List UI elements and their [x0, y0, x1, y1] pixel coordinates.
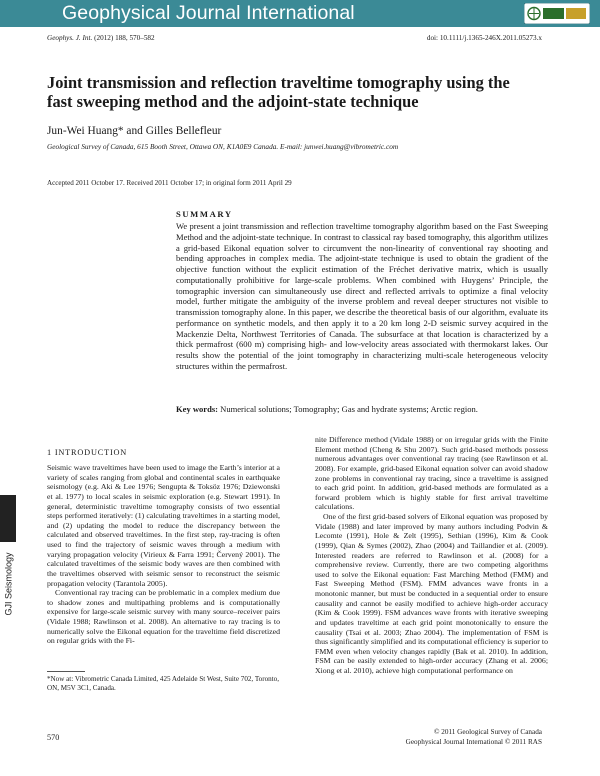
journal-banner [0, 0, 600, 27]
submission-dates: Accepted 2011 October 17. Received 2011 October 17; in original form 2011 April 29 [47, 179, 292, 187]
abstract-text: We present a joint transmission and reflection traveltime tomography algorithm based on the Fast Sweeping Method and the adjoint-state technique. In contrast to classical ray based tomography, this algorithm utilizes a grid-based Eikonal equation solver to circumvent the non-linearity of conventional ray shooting and bending approaches in complex media. The adjoint-state technique is used to obtain the gradient of the objective function without the explicit estimation of the Fréchet derivative matrix, which is usually computationally prohibitive for large-scale problems. When combined with Huygens’ Principle, the tomographic inversion can simultaneously use direct and reflected arrivals to optimize a final velocity model, further mitigate the ambiguity of the inverse problem and reveal deeper structures not visible to transmission tomography alone. In this paper, we describe the theoretical basis of our algorithm, evaluate its performance on synthetic models, and then apply it to a 20 km long 2-D seismic survey acquired in the Mackenzie Delta, Northwest Territories of Canada. The subsurface at that location is characterized by a thick permafrost (600 m) comprising high- and low-velocity areas associated with thermokarst lakes. Our results show the potential of the joint tomography in characterizing multi-scale heterogeneous velocity structures within the permafrost. [176, 221, 548, 371]
affiliation: Geological Survey of Canada, 615 Booth Street, Ottawa ON, K1A0E9 Canada. E-mail: junwei.huang@vibrometric.com [47, 142, 399, 151]
footnote-divider [47, 671, 85, 672]
paragraph: One of the first grid-based solvers of Eikonal equation was proposed by Vidale (1988) and later improved by many authors including Podvin & Lecomte (1991), Hole & Zelt (1995), Sethian (1996), Kim & Cook (1999), Qian & Symes (2002), Zhao (2004) and Taillandier et al. (2009). Interested readers are referred to Rawlinson et al. (2008) for a comprehensive review. Currently, there are two competing algorithms used to solve the Eikonal equation: Fast Marching Method (FMM) and Fast Sweeping Method (FSM). FMM advances wave fronts in a monotonic manner, but must be conducted in a sequential order to ensure causality and cannot be easily modified to achieve high-order accuracy (Kim & Cook 1999). FSM advances wave fronts with iterative sweeping and updates traveltime at each grid point monotonically to ensure the causality (Tsai et al. 2003; Zhao 2004). The implementation of FSM is thus significantly simplified and its computational efficiency is superior to FMM even when velocity changes rapidly (Bak et al. 2010). In addition, FSM can be easily extended to high-order accuracy (Zhang et al. 2006; Xiong et al. 2010), achieve high computational performance on [315, 512, 548, 675]
keywords [176, 404, 548, 414]
column-left [47, 463, 280, 646]
keywords-list: Numerical solutions; Tomography; Gas and hydrate systems; Arctic region. [218, 404, 478, 414]
paragraph: Seismic wave traveltimes have been used to image the Earth’s interior at a variety of scales ranging from global and continental scales in earthquake seismology (e.g. Aki & Lee 1976; Sengupta & Toksöz 1976; Dziewonski et al. 1977) to local scales in seismic exploration (e.g. Stewart 1991). In general, deterministic traveltime tomography consists of two essential steps performed iteratively: (1) calculating traveltimes in a starting model, and (2) updating the model to reduce the discrepancy between the calculated and observed traveltimes. In the first step, ray-tracing is often used to find the trajectory of seismic waves through a medium with varying propagation velocity (Virieux & Farra 1991; Červený 2001). The calculated traveltimes of the seismic body waves are then combined with the traveltimes observed with seismic sensor to reconstruct the seismic propagation velocity (Tarantola 2005). [47, 463, 280, 588]
citation-volume: (2012) 188, 570–582 [92, 34, 155, 42]
page-number: 570 [47, 733, 60, 742]
authors: Jun-Wei Huang* and Gilles Bellefleur [47, 125, 222, 137]
publisher-logo-icon [524, 3, 590, 24]
copyright [406, 728, 542, 747]
citation [47, 34, 155, 42]
journal-title: Geophysical Journal International [62, 2, 355, 24]
intro-heading: 1 INTRODUCTION [47, 448, 128, 457]
copyright-line: © 2011 Geological Survey of Canada [434, 728, 542, 736]
doi: doi: 10.1111/j.1365-246X.2011.05273.x [426, 34, 542, 42]
section-marker [0, 495, 16, 542]
footnote: *Now at: Vibrometric Canada Limited, 425 Adelaide St West, Suite 702, Toronto, ON, M5V 3C1, Canada. [47, 675, 279, 693]
paragraph: nite Difference method (Vidale 1988) or on irregular grids with the Finite Element method (Cheng & Shu 2007). Such grid-based methods possess numerous advantages over conventional ray tracing (see Rawlinson et al. 2008). For example, grid-based Eikonal equation solver can avoid shadow zone problems in conventional ray tracing, since a traveltime is assigned to each grid point. In addition, grid-based methods are formulated as a forward problem which is highly stable for first arrival traveltime calculations. [315, 435, 548, 512]
paragraph: Conventional ray tracing can be problematic in a complex medium due to shadow zones and multipathing problems and is computationally expensive for large-scale seismic survey with many source–receiver pairs (Vidale 1988; Rawlinson et al. 2008). An alternative to ray tracing is to numerically solve the Eikonal equation for the traveltime field discretized on regular grids with the Fi- [47, 588, 280, 646]
citation-journal: Geophys. J. Int. [47, 34, 93, 42]
keywords-label: Key words: [176, 404, 219, 414]
paper-title: Joint transmission and reflection traveltime tomography using the fast sweeping method and the adjoint-state technique [47, 73, 510, 111]
column-right [315, 435, 548, 676]
copyright-line: Geophysical Journal International © 2011 RAS [405, 737, 542, 746]
summary-heading: SUMMARY [176, 209, 233, 219]
section-label: GJI Seismology [3, 552, 14, 616]
